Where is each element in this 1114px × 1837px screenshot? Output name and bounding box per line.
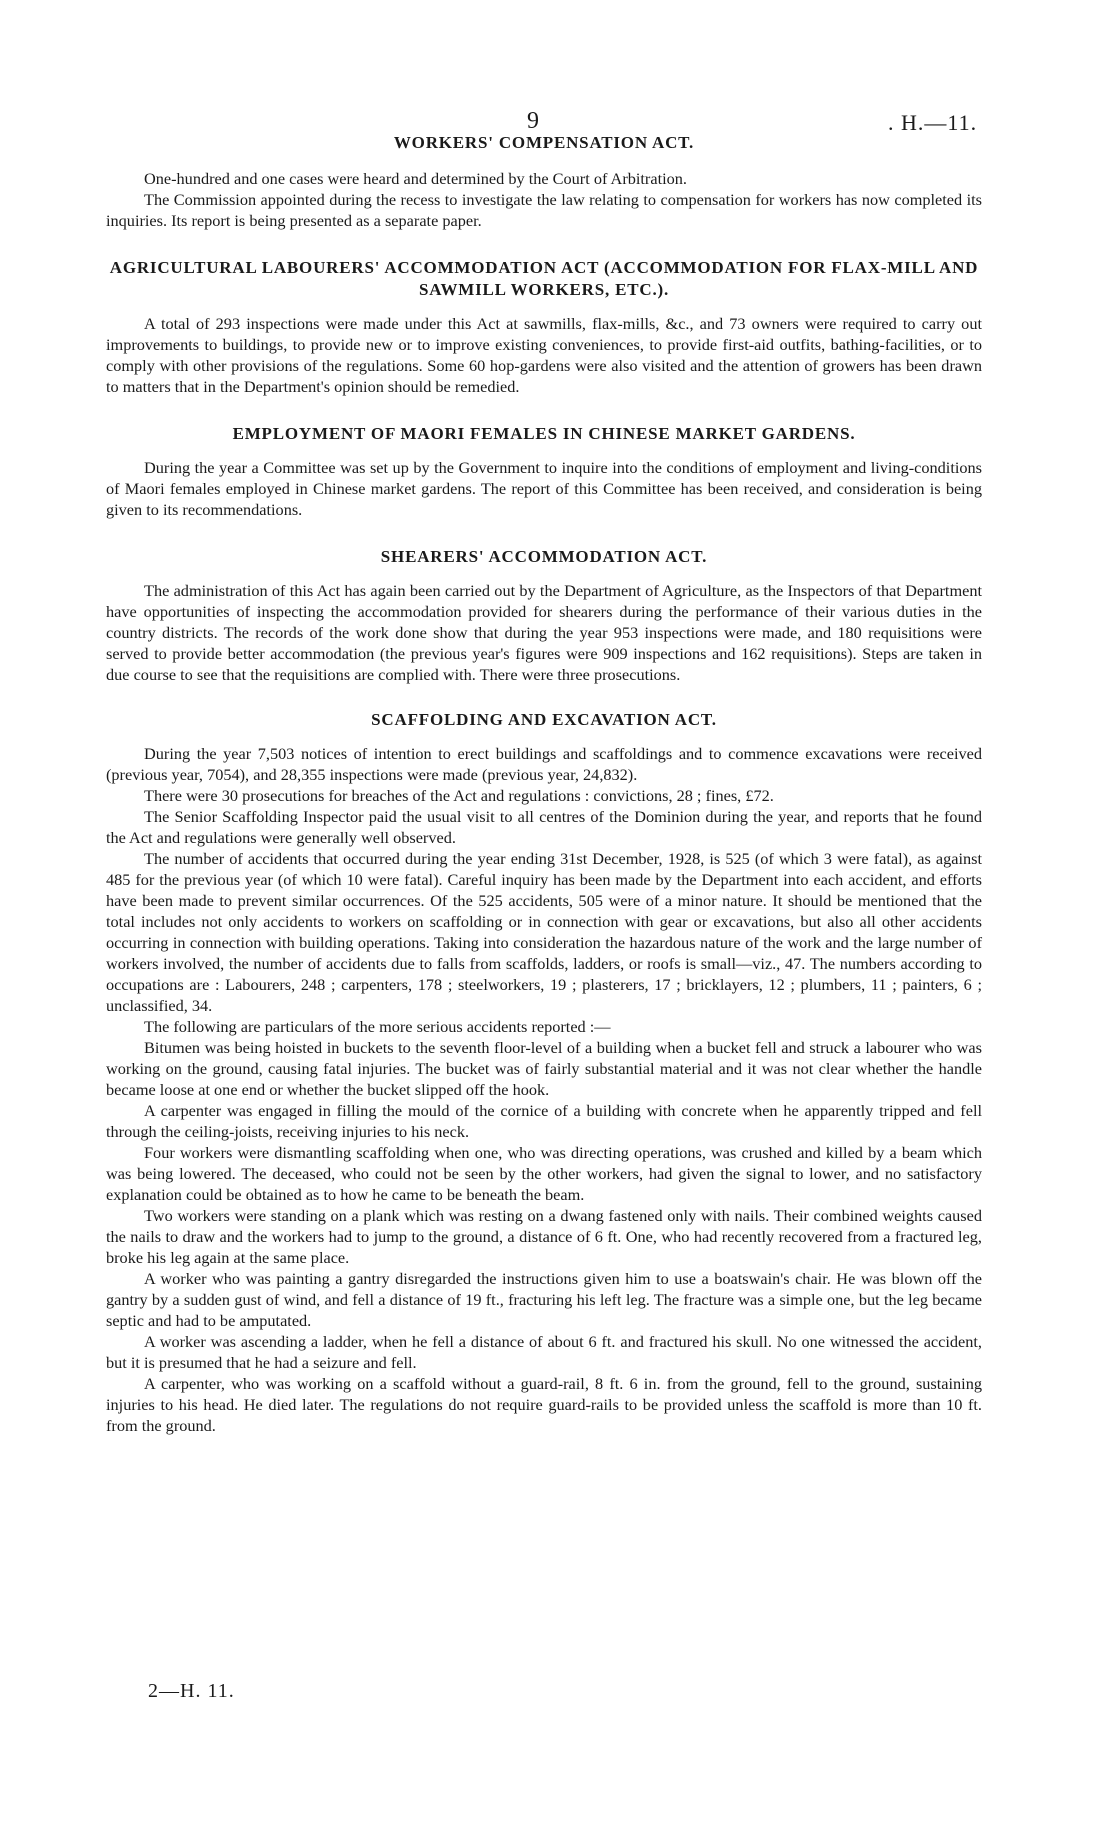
section-title: WORKERS' COMPENSATION ACT. <box>393 133 695 152</box>
paragraph: During the year 7,503 notices of intention to erect buildings and scaffoldings and to commence excavations were received (previous year, 7054), and 28,355 inspections were made (previous year, 24,832). <box>106 744 982 784</box>
section-scaffolding-excavation <box>106 709 982 1436</box>
paragraph: The following are particulars of the more serious accidents reported :— <box>144 1017 611 1036</box>
paragraph: Two workers were standing on a plank which was resting on a dwang fastened only with nails. Their combined weights caused the nails to draw and the workers had to jump to the ground, a distance of 6 ft. One, who had recently recovered from a fractured leg, broke his leg again at the same place. <box>106 1206 982 1267</box>
section-shearers-accommodation <box>106 546 982 685</box>
document-reference: . H.—11. <box>888 110 978 135</box>
section-workers-compensation <box>106 132 982 231</box>
paragraph: Four workers were dismantling scaffolding when one, who was directing operations, was crushed and killed by a beam which was being lowered. The deceased, who could not be seen by the other workers, had given the signal to lower, and no satisfactory explanation could be obtained as to how he came to be beneath the beam. <box>106 1143 982 1204</box>
paragraph: A total of 293 inspections were made under this Act at sawmills, flax-mills, &c., and 73 owners were required to carry out improvements to buildings, to provide new or to improve existing conveniences, to provide first-aid outfits, bathing-facilities, or to comply with other provisions of the regulations. Some 60 hop-gardens were also visited and the attention of growers has been drawn to matters that in the Department's opinion should be remedied. <box>106 314 982 396</box>
paragraph: The number of accidents that occurred during the year ending 31st December, 1928, is 525 (of which 3 were fatal), as against 485 for the previous year (of which 10 were fatal). Careful inquiry has been made by the Department into each accident, and efforts have been made to prevent similar occurrences. Of the 525 accidents, 505 were of a minor nature. It should be mentioned that the total includes not only accidents to workers on scaffolding or in connection with gear or excavations, but also all other accidents occurring in connection with building operations. Taking into consideration the hazardous nature of the work and the large number of workers involved, the number of accidents due to falls from scaffolds, ladders, or roofs is small—viz., 47. The numbers according to occupations are : Labourers, 248 ; carpenters, 178 ; steelworkers, 19 ; plasterers, 17 ; bricklayers, 12 ; plumbers, 11 ; painters, 6 ; unclassified, 34. <box>106 849 982 1015</box>
paragraph: One-hundred and one cases were heard and determined by the Court of Arbitration. <box>144 169 687 188</box>
paragraph: The Senior Scaffolding Inspector paid the usual visit to all centres of the Dominion during the year, and reports that he found the Act and regulations were generally well observed. <box>106 807 982 847</box>
paragraph: A worker who was painting a gantry disregarded the instructions given him to use a boatswain's chair. He was blown off the gantry by a sudden gust of wind, and fell a distance of 19 ft., fracturing his left leg. The fracture was a simple one, but the leg became septic and had to be amputated. <box>106 1269 982 1330</box>
section-title: SCAFFOLDING AND EXCAVATION ACT. <box>371 710 717 729</box>
paragraph: The administration of this Act has again been carried out by the Department of Agriculture, as the Inspectors of that Department have opportunities of inspecting the accommodation provided for shearers during the performance of their various duties in the country districts. The records of the work done show that during the year 953 inspections were made, and 180 requisitions were served to provide better accommodation (the previous year's figures were 909 inspections and 162 requisitions). Steps are taken in due course to see that the requisitions are complied with. There were three prosecutions. <box>106 581 982 684</box>
paragraph: A carpenter was engaged in filling the mould of the cornice of a building with concrete when he apparently tripped and fell through the ceiling-joists, receiving injuries to his neck. <box>106 1101 982 1141</box>
page-body <box>106 108 982 1436</box>
paragraph: Bitumen was being hoisted in buckets to the seventh floor-level of a building when a bucket fell and struck a labourer who was working on the ground, causing fatal injuries. The bucket was of fairly substantial material and it was not clear whether the handle became loose at one end or whether the bucket slipped off the hook. <box>106 1038 982 1099</box>
footer-signature: 2—H. 11. <box>148 1680 235 1702</box>
section-agricultural-labourers <box>106 257 982 397</box>
section-maori-females <box>106 423 982 520</box>
paragraph: A carpenter, who was working on a scaffold without a guard-rail, 8 ft. 6 in. from the ground, fell to the ground, sustaining injuries to his head. He died later. The regulations do not require guard-rails to be provided unless the scaffold is more than 10 ft. from the ground. <box>106 1374 982 1435</box>
section-title: SHEARERS' ACCOMMODATION ACT. <box>380 547 708 566</box>
section-title: EMPLOYMENT OF MAORI FEMALES IN CHINESE MARKET GARDENS. <box>232 424 856 443</box>
paragraph: During the year a Committee was set up by the Government to inquire into the conditions of employment and living-conditions of Maori females employed in Chinese market gardens. The report of this Committee has been received, and consideration is being given to its recommendations. <box>106 458 982 519</box>
paragraph: The Commission appointed during the recess to investigate the law relating to compensation for workers has now completed its inquiries. Its report is being presented as a separate paper. <box>106 190 982 230</box>
page-number: 9 <box>527 108 539 134</box>
paragraph: There were 30 prosecutions for breaches of the Act and regulations : convictions, 28 ; fines, £72. <box>144 786 774 805</box>
paragraph: A worker was ascending a ladder, when he fell a distance of about 6 ft. and fractured his skull. No one witnessed the accident, but it is presumed that he had a seizure and fell. <box>106 1332 982 1372</box>
section-title: AGRICULTURAL LABOURERS' ACCOMMODATION ACT (ACCOMMODATION FOR FLAX-MILL AND SAWMILL WORKERS, ETC.). <box>109 258 979 299</box>
